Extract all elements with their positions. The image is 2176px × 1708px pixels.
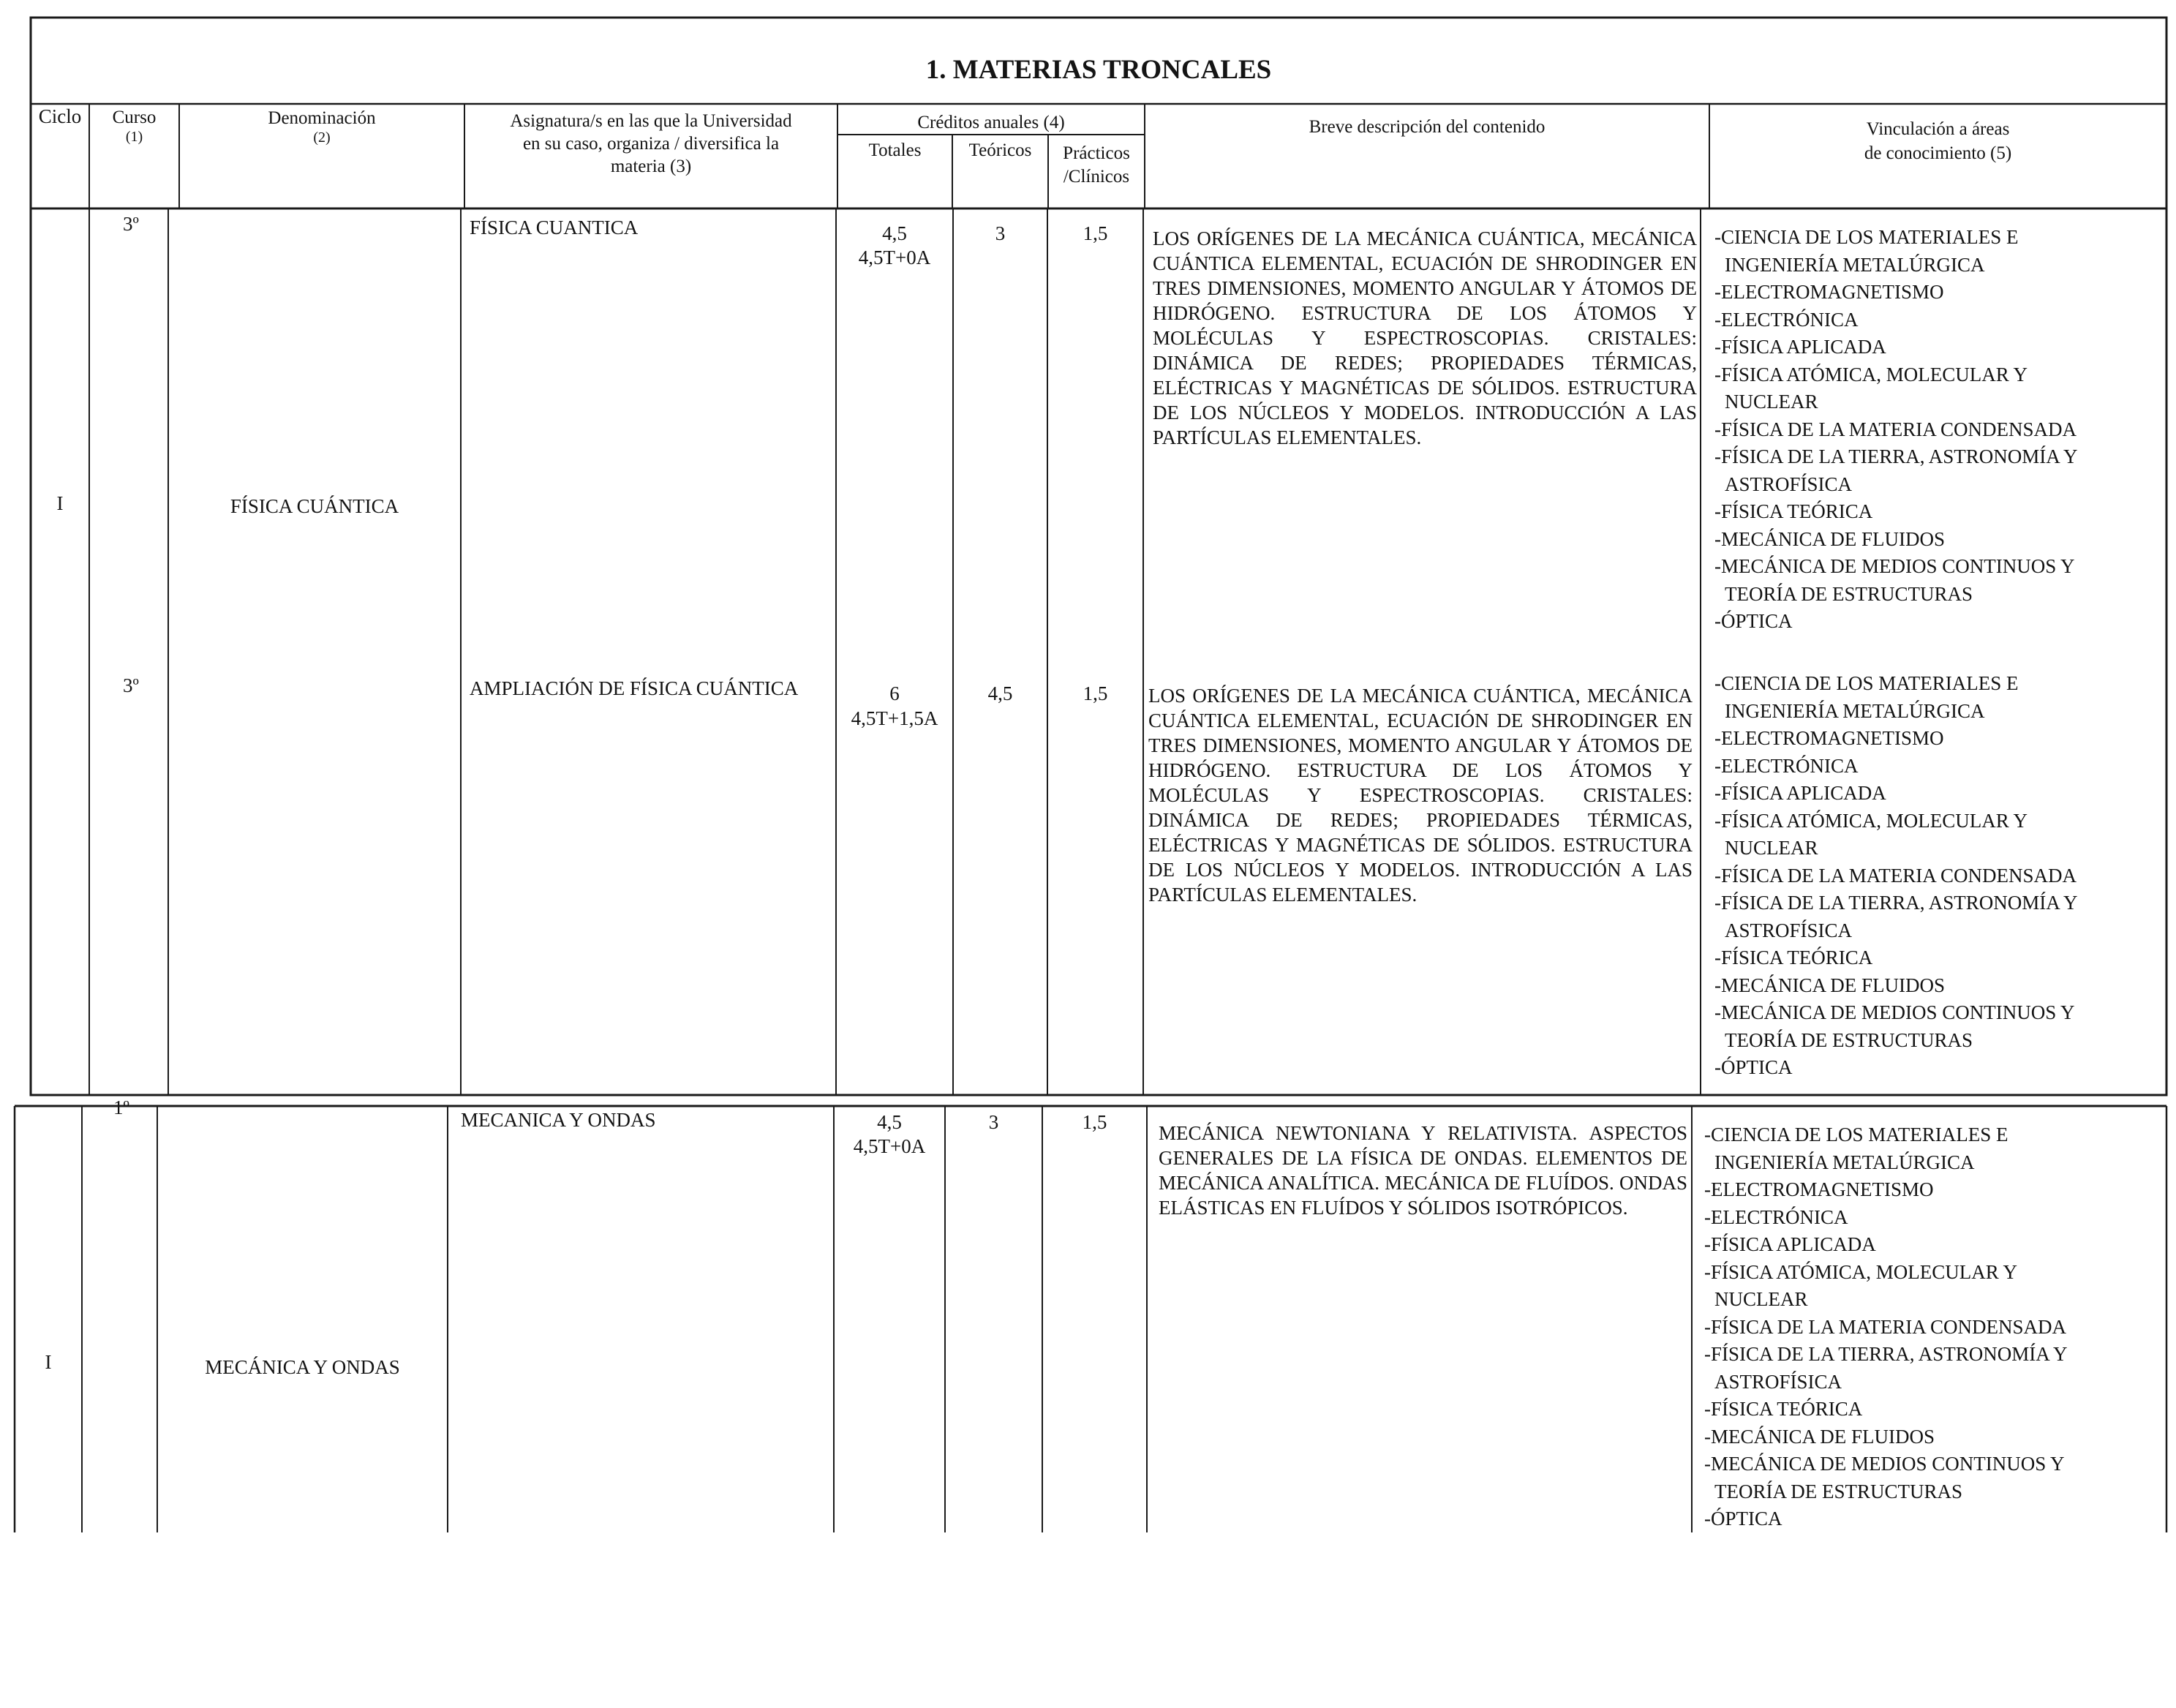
totales-value: 6 xyxy=(889,682,900,704)
list-item: -ÓPTICA xyxy=(1704,1508,1782,1530)
list-item: -FÍSICA APLICADA xyxy=(1704,1233,1876,1255)
asignatura-value: AMPLIACIÓN DE FÍSICA CUÁNTICA xyxy=(470,677,799,699)
vinculacion-list xyxy=(1704,1121,2150,1533)
curso-value: 1º xyxy=(113,1096,129,1118)
list-item: -MECÁNICA DE FLUIDOS xyxy=(1714,527,1946,550)
list-item: -FÍSICA APLICADA xyxy=(1714,782,1886,804)
vinculacion-list xyxy=(1714,224,2159,636)
list-item: -ELECTROMAGNETISMO xyxy=(1714,727,1944,749)
list-item: -FÍSICA TEÓRICA xyxy=(1704,1398,1863,1420)
list-item: -FÍSICA ATÓMICA, MOLECULAR Y xyxy=(1714,809,2028,832)
list-item: -FÍSICA DE LA MATERIA CONDENSADA xyxy=(1704,1315,2067,1338)
list-item: TEORÍA DE ESTRUCTURAS xyxy=(1714,1480,1963,1502)
list-item: INGENIERÍA METALÚRGICA xyxy=(1725,253,1985,276)
descripcion-text: LOS ORÍGENES DE LA MECÁNICA CUÁNTICA, MECÁNICA CUÁNTICA ELEMENTAL, ECUACIÓN DE SHRODINGER EN TRES DIMENSIONES, MOMENTO ANGULAR Y ÁTOMOS DE HIDRÓGENO. ESTRUCTURA DE LOS ÁTOMOS Y MOLÉCULAS Y ESPECTROSCOPIAS. CRISTALES: DINÁMICA DE REDES; PROPIEDADES TÉRMICAS, ELÉCTRICAS Y MAGNÉTICAS DE SÓLIDOS. ESTRUCTURA DE LOS NÚCLEOS Y MODELOS. INTRODUCCIÓN A LAS PARTÍCULAS ELEMENTALES. xyxy=(1148,685,1693,906)
descripcion-text: LOS ORÍGENES DE LA MECÁNICA CUÁNTICA, MECÁNICA CUÁNTICA ELEMENTAL, ECUACIÓN DE SHRODINGER EN TRES DIMENSIONES, MOMENTO ANGULAR Y ÁTOMOS DE HIDRÓGENO. ESTRUCTURA DE LOS ÁTOMOS Y MOLÉCULAS Y ESPECTROSCOPIAS. CRISTALES: DINÁMICA DE REDES; PROPIEDADES TÉRMICAS, ELÉCTRICAS Y MAGNÉTICAS DE SÓLIDOS. ESTRUCTURA DE LOS NÚCLEOS Y MODELOS. INTRODUCCIÓN A LAS PARTÍCULAS ELEMENTALES. xyxy=(1153,227,1697,448)
list-item: ASTROFÍSICA xyxy=(1725,919,1853,941)
header-denominacion-note: (2) xyxy=(313,129,331,146)
list-item: -ELECTRÓNICA xyxy=(1714,754,1859,777)
vinculacion-list xyxy=(1714,670,2159,1082)
header-ciclo: Ciclo xyxy=(38,105,82,127)
ciclo-value: I xyxy=(45,1351,52,1373)
header-creditos: Créditos anuales (4) xyxy=(917,113,1065,132)
header-curso-note: (1) xyxy=(125,129,143,145)
list-item: -MECÁNICA DE MEDIOS CONTINUOS Y xyxy=(1714,555,2075,577)
list-item: TEORÍA DE ESTRUCTURAS xyxy=(1725,1028,1973,1051)
list-item: -ÓPTICA xyxy=(1714,1056,1793,1078)
list-item: -FÍSICA DE LA MATERIA CONDENSADA xyxy=(1714,418,2077,440)
header-asignaturas-line-3: materia (3) xyxy=(610,157,692,176)
list-item: -CIENCIA DE LOS MATERIALES E xyxy=(1714,226,2019,248)
asignatura-value: MECANICA Y ONDAS xyxy=(461,1109,656,1131)
denominacion-value: FÍSICA CUÁNTICA xyxy=(230,495,399,517)
header-teoricos: Teóricos xyxy=(968,140,1032,160)
section-title: 1. MATERIAS TRONCALES xyxy=(925,55,1272,85)
list-item: -ELECTRÓNICA xyxy=(1704,1205,1848,1228)
asignatura-value: FÍSICA CUANTICA xyxy=(470,217,639,238)
list-item: -FÍSICA APLICADA xyxy=(1714,336,1886,358)
curso-value: 3º xyxy=(123,674,139,696)
list-item: -ELECTROMAGNETISMO xyxy=(1714,281,1944,303)
totales-value: 4,5 xyxy=(877,1111,902,1133)
list-item: -FÍSICA DE LA TIERRA, ASTRONOMÍA Y xyxy=(1704,1343,2068,1365)
list-item: NUCLEAR xyxy=(1725,391,1818,413)
practicos-value: 1,5 xyxy=(1083,682,1108,704)
teoricos-value: 4,5 xyxy=(987,682,1013,704)
list-item: ASTROFÍSICA xyxy=(1714,1370,1842,1393)
header-totales: Totales xyxy=(868,140,922,160)
totales-detail: 4,5T+0A xyxy=(853,1135,926,1157)
header-vinculacion-line-1: Vinculación a áreas xyxy=(1866,119,2010,139)
totales-detail: 4,5T+0A xyxy=(858,247,931,268)
header-asignaturas-line-1: Asignatura/s en las que la Universidad xyxy=(510,111,792,131)
teoricos-value: 3 xyxy=(988,1111,999,1133)
denominacion-value: MECÁNICA Y ONDAS xyxy=(205,1356,400,1378)
list-item: -CIENCIA DE LOS MATERIALES E xyxy=(1714,672,2019,694)
teoricos-value: 3 xyxy=(995,222,1006,244)
ciclo-value: I xyxy=(56,492,64,514)
list-item: -FÍSICA ATÓMICA, MOLECULAR Y xyxy=(1714,363,2028,385)
practicos-value: 1,5 xyxy=(1082,1111,1107,1133)
list-item: -MECÁNICA DE FLUIDOS xyxy=(1704,1425,1935,1448)
list-item: TEORÍA DE ESTRUCTURAS xyxy=(1725,582,1973,605)
list-item: -ÓPTICA xyxy=(1714,610,1793,632)
list-item: -FÍSICA DE LA TIERRA, ASTRONOMÍA Y xyxy=(1714,892,2078,914)
header-curso: Curso xyxy=(112,108,157,127)
list-item: -FÍSICA TEÓRICA xyxy=(1714,947,1873,968)
list-item: -ELECTRÓNICA xyxy=(1714,308,1859,331)
practicos-value: 1,5 xyxy=(1083,222,1108,244)
header-descripcion: Breve descripción del contenido xyxy=(1309,117,1546,137)
header-asignaturas-line-2: en su caso, organiza / diversifica la xyxy=(522,134,780,154)
list-item: -MECÁNICA DE MEDIOS CONTINUOS Y xyxy=(1704,1453,2065,1475)
list-item: -FÍSICA DE LA TIERRA, ASTRONOMÍA Y xyxy=(1714,445,2078,467)
list-item: -FÍSICA TEÓRICA xyxy=(1714,500,1873,522)
list-item: NUCLEAR xyxy=(1725,837,1818,859)
curso-value: 3º xyxy=(123,213,139,235)
list-item: -MECÁNICA DE FLUIDOS xyxy=(1714,974,1946,996)
list-item: -MECÁNICA DE MEDIOS CONTINUOS Y xyxy=(1714,1001,2075,1023)
header-practicos-line-2: /Clínicos xyxy=(1063,167,1130,187)
list-item: INGENIERÍA METALÚRGICA xyxy=(1725,699,1985,722)
list-item: -FÍSICA ATÓMICA, MOLECULAR Y xyxy=(1704,1260,2018,1283)
totales-value: 4,5 xyxy=(882,222,907,244)
header-denominacion: Denominación xyxy=(268,108,376,128)
header-vinculacion-line-2: de conocimiento (5) xyxy=(1864,143,2012,163)
list-item: -ELECTROMAGNETISMO xyxy=(1704,1178,1934,1200)
descripcion-text: MECÁNICA NEWTONIANA Y RELATIVISTA. ASPECTOS GENERALES DE LA FÍSICA DE ONDAS. ELEMENTOS DE MECÁNICA ANALÍTICA. MECÁNICA DE FLUÍDOS. ONDAS ELÁSTICAS EN FLUÍDOS Y SÓLIDOS ISOTRÓPICOS. xyxy=(1159,1122,1687,1219)
list-item: -CIENCIA DE LOS MATERIALES E xyxy=(1704,1124,2009,1145)
header-practicos-line-1: Prácticos xyxy=(1063,143,1130,163)
list-item: NUCLEAR xyxy=(1714,1288,1808,1310)
list-item: ASTROFÍSICA xyxy=(1725,473,1853,495)
list-item: INGENIERÍA METALÚRGICA xyxy=(1714,1151,1975,1173)
list-item: -FÍSICA DE LA MATERIA CONDENSADA xyxy=(1714,864,2077,887)
totales-detail: 4,5T+1,5A xyxy=(851,707,938,729)
